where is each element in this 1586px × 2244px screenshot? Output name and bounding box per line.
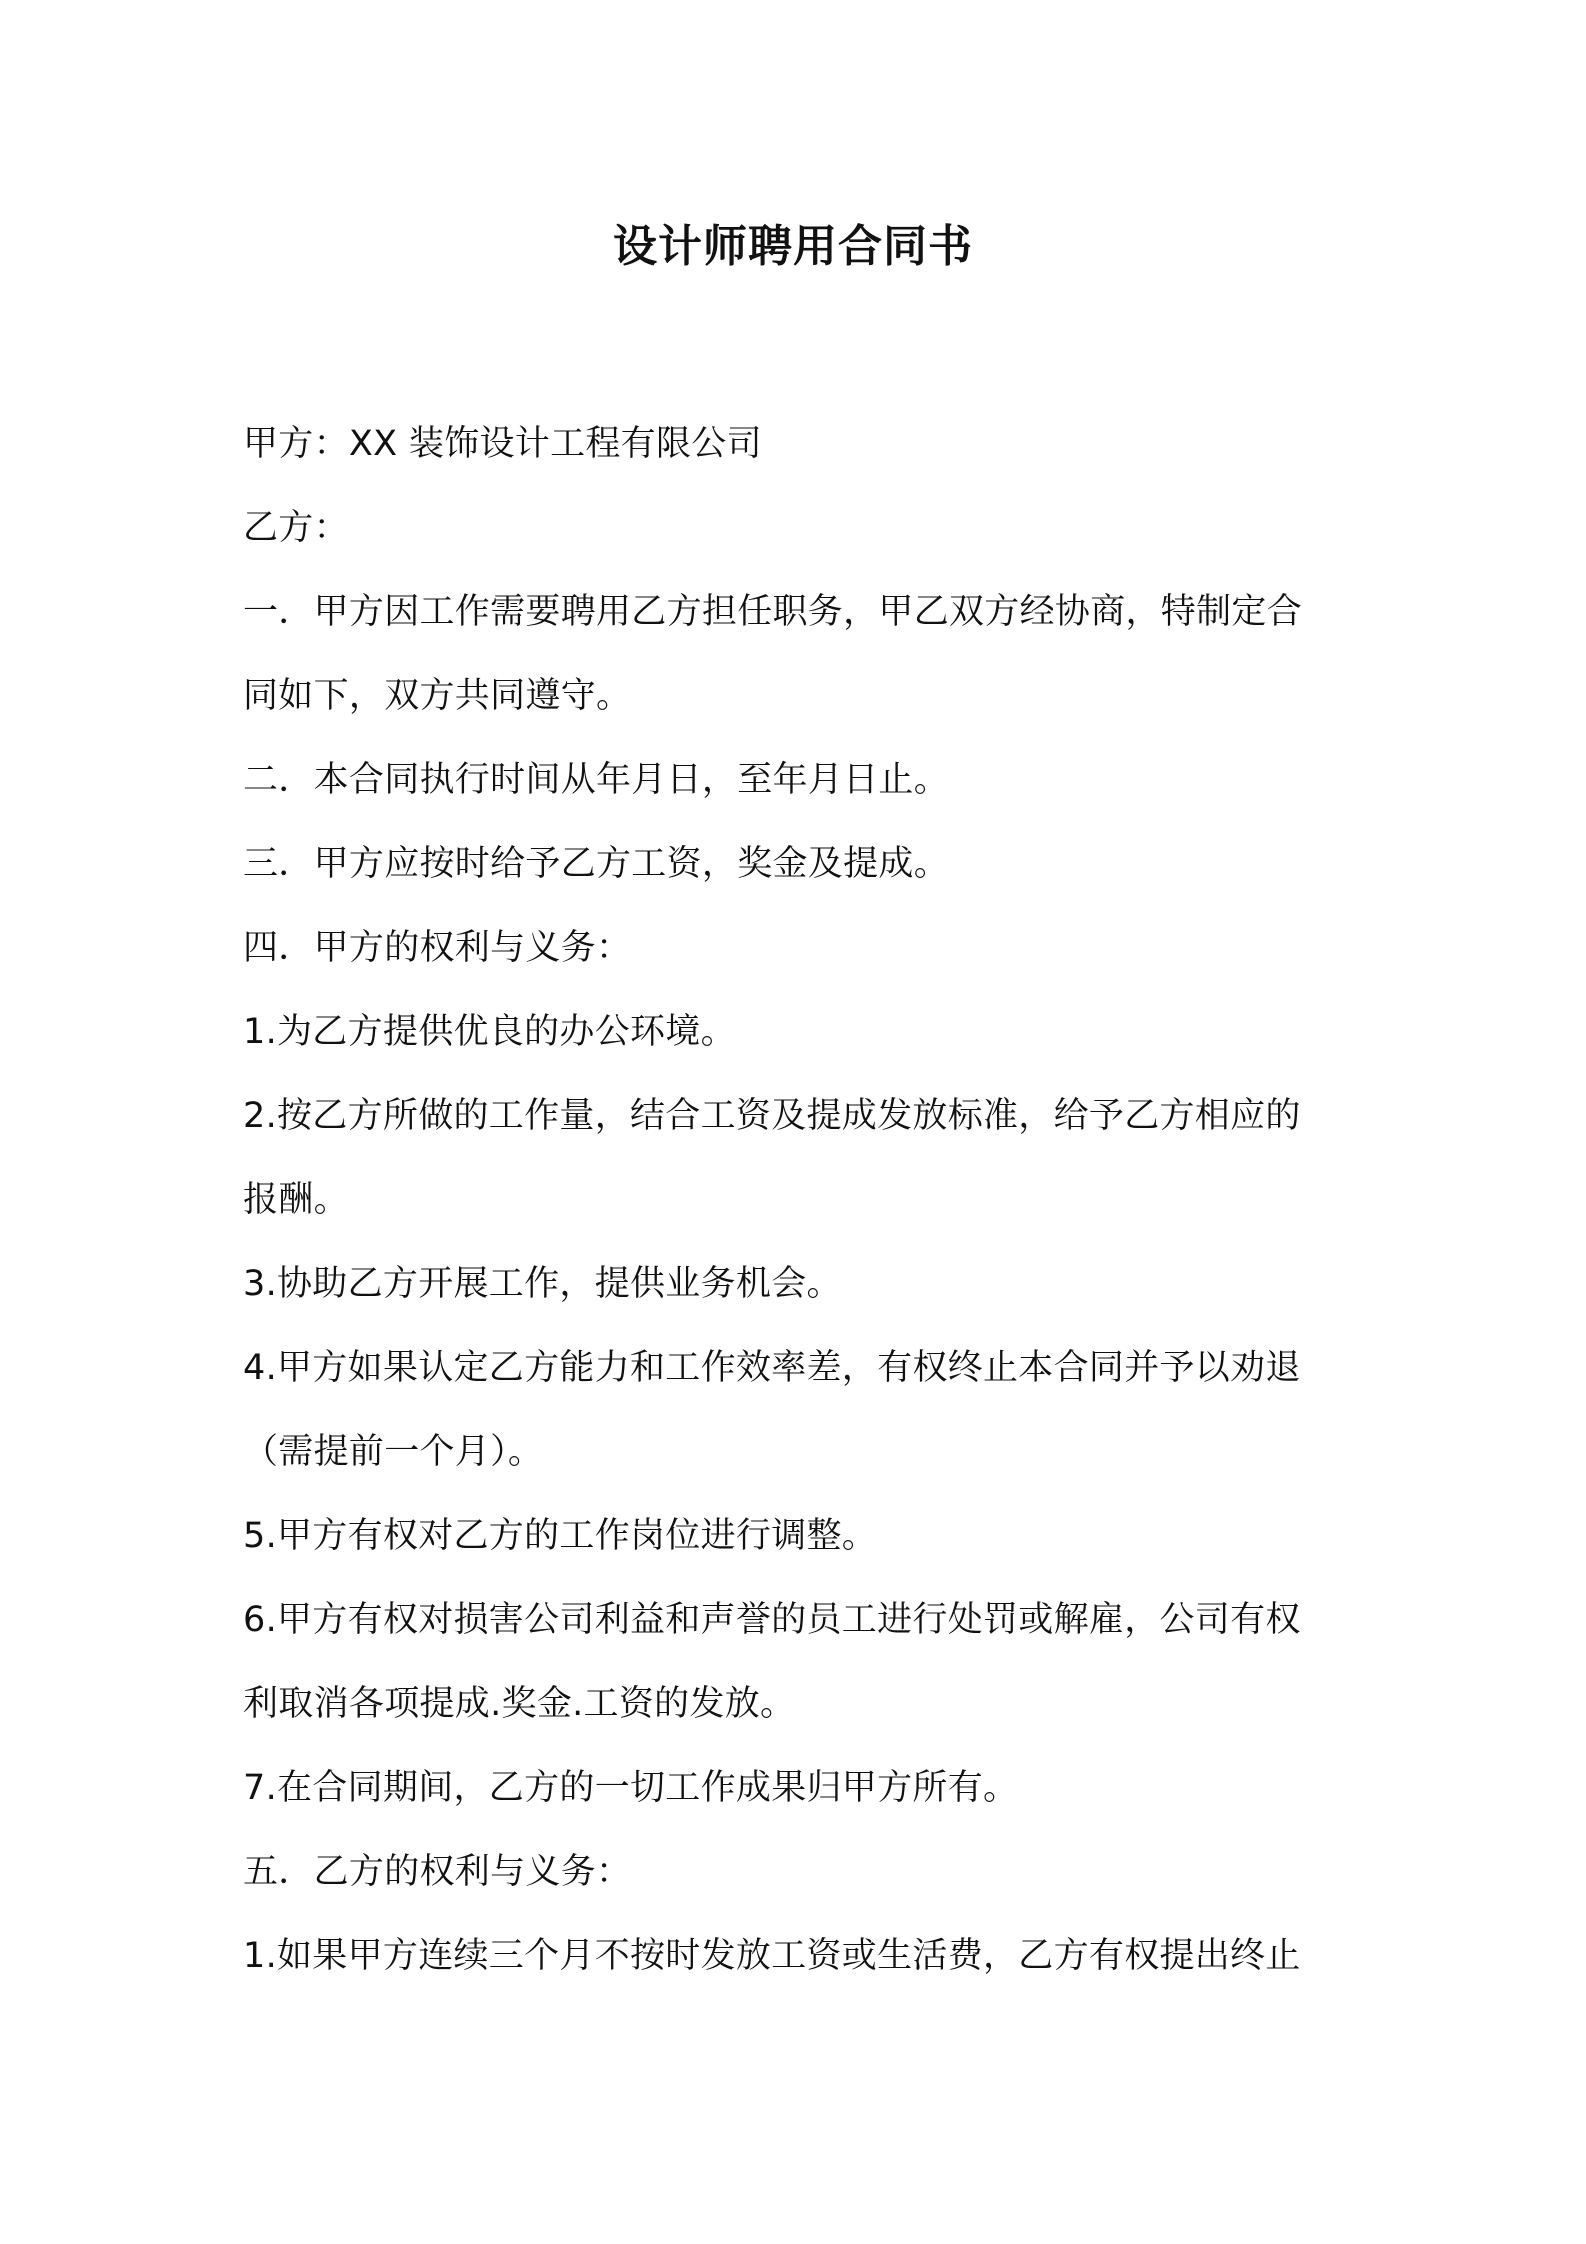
clause-4-item-1: 1.为乙方提供优良的办公环境。: [243, 1012, 736, 1052]
clause-4-item-6-line-2: 利取消各项提成.奖金.工资的发放。: [243, 1684, 796, 1724]
party-b-line: 乙方：: [243, 508, 349, 548]
clause-4-item-7: 7.在合同期间，乙方的一切工作成果归甲方所有。: [243, 1768, 1019, 1808]
clause-4-item-2-line-2: 报酬。: [243, 1180, 349, 1220]
party-a-line: 甲方：XX 装饰设计工程有限公司: [243, 424, 762, 464]
clause-4-item-2-line-1: 2.按乙方所做的工作量，结合工资及提成发放标准，给予乙方相应的: [243, 1096, 1301, 1136]
clause-4-item-5: 5.甲方有权对乙方的工作岗位进行调整。: [243, 1516, 878, 1556]
clause-4-item-4-line-1: 4.甲方如果认定乙方能力和工作效率差，有权终止本合同并予以劝退: [243, 1348, 1301, 1388]
clause-4-item-3: 3.协助乙方开展工作，提供业务机会。: [243, 1264, 842, 1304]
clause-5-item-1-line-1: 1.如果甲方连续三个月不按时发放工资或生活费，乙方有权提出终止: [243, 1936, 1301, 1976]
clause-1-line-1: 一．甲方因工作需要聘用乙方担任职务，甲乙双方经协商，特制定合: [243, 592, 1303, 632]
clause-5-heading: 五．乙方的权利与义务：: [243, 1852, 632, 1892]
document-title: 设计师聘用合同书: [613, 221, 973, 272]
clause-2-line: 二．本合同执行时间从年月日，至年月日止。: [243, 760, 950, 800]
clause-1-line-2: 同如下，双方共同遵守。: [243, 676, 632, 716]
contract-body: [243, 402, 1363, 1998]
clause-3-line: 三．甲方应按时给予乙方工资，奖金及提成。: [243, 844, 950, 884]
clause-4-item-6-line-1: 6.甲方有权对损害公司利益和声誉的员工进行处罚或解雇，公司有权: [243, 1600, 1301, 1640]
clause-4-heading: 四．甲方的权利与义务：: [243, 928, 632, 968]
clause-4-item-4-line-2: （需提前一个月）。: [243, 1432, 544, 1472]
